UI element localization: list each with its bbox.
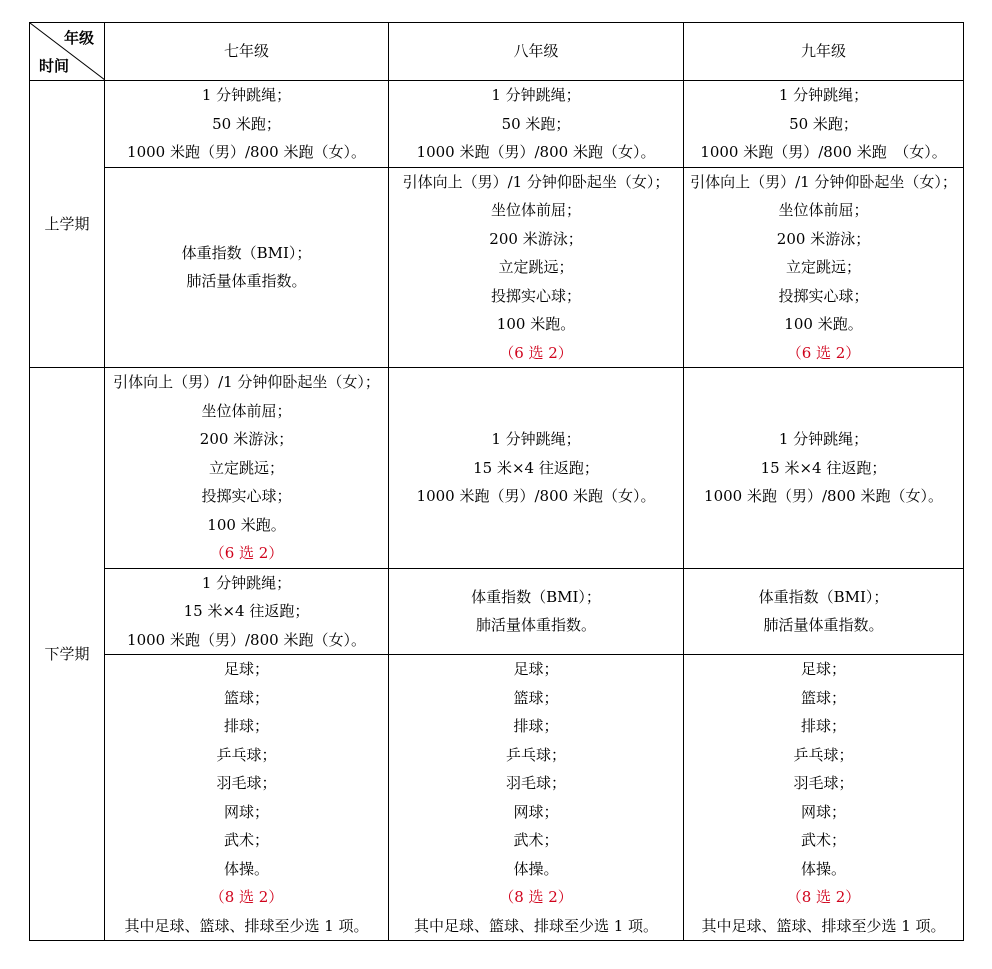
sem2-row-3 [30, 655, 964, 941]
pe-test-schedule-table [29, 22, 964, 941]
term-first-semester: 上学期 [30, 81, 105, 368]
test-item-line: 体重指数（BMI）； [471, 587, 601, 606]
sem2-row2-grade7-cell [105, 568, 389, 655]
sem1-row2-grade7-cell [105, 167, 389, 368]
test-item-line: 坐位体前屈； [490, 201, 581, 219]
test-item-line: 15 米×4 往返跑； [760, 458, 887, 477]
test-item-line: 200 米游泳； [199, 430, 294, 448]
test-item-line: 1 分钟跳绳； [491, 430, 581, 448]
sem1-row-2 [30, 167, 964, 368]
test-item-line: 羽毛球； [793, 774, 854, 792]
test-item-line: 排球； [223, 717, 269, 735]
test-item-line: 立定跳远； [785, 258, 861, 276]
test-item-line: 其中足球、篮球、排球至少选 1 项。 [701, 916, 946, 935]
sem2-row3-grade9-cell [684, 655, 964, 941]
test-item-line: 网球； [513, 802, 559, 821]
sem2-row1-grade7-cell [105, 368, 389, 569]
test-item-line: 足球； [513, 660, 559, 678]
test-item-line: 乒乓球； [793, 745, 854, 764]
test-item-line: 武术； [513, 831, 559, 849]
sem2-row2-grade8-cell [389, 568, 684, 655]
test-item-line: 体重指数（BMI）； [758, 587, 889, 606]
sem2-row3-grade8-cell [389, 655, 684, 941]
test-item-line: 引体向上（男）/1 分钟仰卧起坐（女）； [690, 172, 957, 191]
header-row [30, 23, 964, 81]
sem2-row2-grade9-cell [684, 568, 964, 655]
test-item-line: 武术； [223, 831, 269, 849]
term-second-semester: 下学期 [30, 368, 105, 941]
grade-7-header: 七年级 [105, 23, 389, 81]
test-item-line: 1 分钟跳绳； [201, 86, 292, 104]
test-item-line: 足球； [223, 660, 269, 678]
test-item-line: 肺活量体重指数。 [763, 616, 884, 635]
test-item-line: 其中足球、篮球、排球至少选 1 项。 [413, 916, 659, 935]
test-item-line: 坐位体前屈； [201, 401, 292, 420]
test-item-line: 排球； [800, 717, 846, 735]
corner-grade-label: 年级 [63, 29, 94, 47]
test-item-line: 足球； [800, 660, 846, 678]
test-item-line: 100 米跑。 [784, 315, 863, 333]
test-item-line: 15 米×4 往返跑； [473, 458, 599, 477]
test-item-line: 1000 米跑（男）/800 米跑（女）。 [416, 143, 656, 161]
sem2-row-1 [30, 368, 964, 569]
test-item-line: 100 米跑。 [207, 515, 286, 534]
test-item-line: 立定跳远； [498, 258, 574, 276]
test-item-line: 15 米×4 往返跑； [183, 602, 310, 620]
sem1-row1-grade8-cell [389, 81, 684, 168]
test-item-line: 1000 米跑（男）/800 米跑（女）。 [127, 143, 366, 161]
test-item-line: 篮球； [800, 688, 846, 707]
test-item-line: 肺活量体重指数。 [186, 272, 307, 291]
test-item-line: 体操。 [800, 859, 846, 878]
selection-note: （8 选 2） [209, 888, 284, 906]
test-item-line: 篮球； [513, 688, 559, 707]
test-item-line: 篮球； [223, 688, 269, 707]
test-item-line: 投掷实心球； [778, 286, 869, 305]
test-item-line: 羽毛球； [216, 774, 277, 792]
test-item-line: 其中足球、篮球、排球至少选 1 项。 [124, 916, 369, 935]
test-item-line: 1 分钟跳绳； [778, 86, 869, 104]
selection-note: （6 选 2） [499, 343, 573, 362]
test-item-line: 体操。 [223, 859, 269, 878]
test-item-line: 武术； [800, 831, 846, 849]
sem2-row1-grade9-cell [684, 368, 964, 569]
test-item-line: 乒乓球； [505, 745, 566, 764]
test-item-line: 50 米跑； [212, 114, 281, 133]
test-item-line: 1 分钟跳绳； [491, 86, 581, 104]
test-item-line: 网球； [800, 802, 846, 821]
test-item-line: 网球； [223, 802, 269, 821]
corner-time-label: 时间 [39, 57, 70, 75]
test-item-line: 体操。 [513, 859, 559, 878]
test-item-line: 乒乓球； [216, 745, 277, 764]
test-item-line: 1000 米跑（男）/800 米跑（女）。 [704, 487, 943, 505]
selection-note: （6 选 2） [786, 343, 861, 362]
test-item-line: 排球； [513, 717, 559, 735]
grade-9-header: 九年级 [684, 23, 964, 81]
test-item-line: 肺活量体重指数。 [475, 616, 596, 635]
sem1-row1-grade9-cell [684, 81, 964, 168]
sem1-row-1 [30, 81, 964, 168]
sem1-row1-grade7-cell [105, 81, 389, 168]
selection-note: （8 选 2） [499, 888, 573, 906]
grade-8-header: 八年级 [389, 23, 684, 81]
sem2-row1-grade8-cell [389, 368, 684, 569]
sem2-row3-grade7-cell [105, 655, 389, 941]
schedule-table-wrapper [29, 22, 964, 941]
sem1-row2-grade8-cell [389, 167, 684, 368]
selection-note: （8 选 2） [786, 888, 861, 906]
corner-header-cell [30, 23, 105, 81]
sem2-row-2 [30, 568, 964, 655]
test-item-line: 1000 米跑（男）/800 米跑（女）。 [127, 630, 366, 649]
test-item-line: 引体向上（男）/1 分钟仰卧起坐（女）； [113, 373, 380, 391]
test-item-line: 体重指数（BMI）； [181, 243, 312, 262]
test-item-line: 1 分钟跳绳； [201, 573, 292, 592]
test-item-line: 50 米跑； [501, 114, 571, 133]
test-item-line: 50 米跑； [789, 114, 858, 133]
selection-note: （6 选 2） [209, 544, 284, 562]
test-item-line: 投掷实心球； [201, 487, 292, 505]
test-item-line: 羽毛球； [505, 774, 566, 792]
test-item-line: 100 米跑。 [496, 315, 576, 333]
test-item-line: 坐位体前屈； [778, 201, 869, 219]
test-item-line: 投掷实心球； [490, 286, 581, 305]
sem1-row2-grade9-cell [684, 167, 964, 368]
test-item-line: 1000 米跑（男）/800 米跑（女）。 [416, 487, 656, 505]
test-item-line: 200 米游泳； [489, 229, 583, 248]
test-item-line: 立定跳远； [208, 458, 284, 477]
test-item-line: 1 分钟跳绳； [778, 430, 869, 448]
test-item-line: 200 米游泳； [776, 229, 871, 248]
test-item-line: 1000 米跑（男）/800 米跑 （女）。 [700, 143, 947, 161]
test-item-line: 引体向上（男）/1 分钟仰卧起坐（女）； [402, 172, 670, 191]
